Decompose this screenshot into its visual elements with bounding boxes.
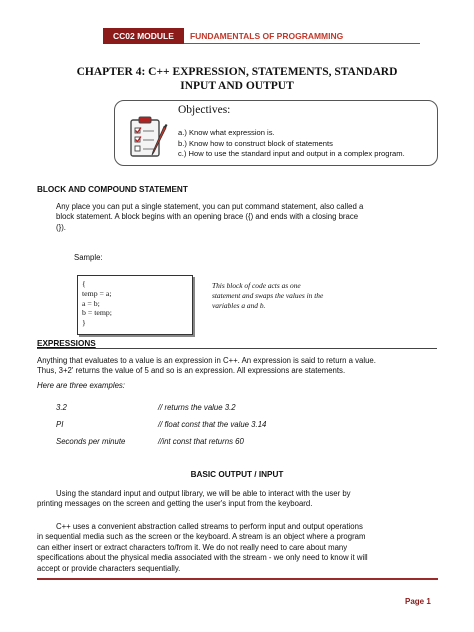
objectives-title: Objectives: (178, 104, 231, 116)
section-divider (37, 348, 437, 349)
module-code-tag: CC02 MODULE (103, 28, 184, 44)
examples-intro: Here are three examples: (37, 381, 125, 390)
code-note-line: statement and swaps the values in the (212, 291, 324, 301)
code-note-line: This block of code acts as one (212, 281, 301, 290)
page-number: Page 1 (405, 597, 431, 606)
example-value: 3.2 (56, 403, 67, 412)
objective-item: a.) Know what expression is. (178, 128, 275, 137)
example-row (56, 420, 266, 429)
module-header (103, 28, 420, 44)
paragraph-line: printing messages on the screen and getting the user's input from the keyboard. (37, 499, 313, 509)
objective-item: b.) Know how to construct block of statements (178, 138, 333, 148)
io-paragraph-1 (37, 489, 351, 510)
paragraph-line: Thus, 3+2' returns the value of 5 and so is an expression. All expressions are statements. (37, 366, 346, 376)
chapter-title-line-2: INPUT AND OUTPUT (180, 80, 294, 92)
chapter-title-line-1: CHAPTER 4: C++ EXPRESSION, STATEMENTS, STANDARD (76, 66, 398, 78)
clipboard-checklist-icon (127, 114, 169, 160)
io-section-heading: BASIC OUTPUT / INPUT (190, 470, 284, 479)
block-paragraph (56, 202, 363, 233)
example-comment: //int const that returns 60 (158, 437, 244, 446)
code-note (212, 281, 372, 312)
chapter-title (40, 65, 434, 93)
paragraph-line: Using the standard input and output library, we will be able to interact with the user by (56, 489, 351, 498)
example-comment: // returns the value 3.2 (158, 403, 236, 412)
paragraph-line: specifications about the physical media associated with the stream - we only need to know it will (37, 553, 368, 563)
footer-divider (37, 578, 438, 580)
paragraph-line: can either insert or extract characters to/from it. We do not really need to care about many (37, 542, 348, 552)
code-line: { (82, 279, 86, 288)
code-line: temp = a; (82, 288, 112, 298)
code-line: b = temp; (82, 308, 112, 318)
io-paragraph-2 (37, 522, 368, 574)
code-note-line: variables a and b. (212, 301, 266, 311)
code-line: } (82, 318, 86, 328)
example-comment: // float const that the value 3.14 (158, 420, 267, 429)
objectives-list (178, 128, 405, 160)
code-sample-box (77, 275, 193, 335)
sample-label: Sample: (74, 253, 103, 262)
objective-item: c.) How to use the standard input and output in a complex program. (178, 149, 405, 158)
block-section-heading: BLOCK AND COMPOUND STATEMENT (37, 185, 188, 194)
example-row (56, 403, 236, 412)
paragraph-line: in sequential media such as the screen or the keyboard. A stream is an object where a program (37, 532, 366, 542)
example-value: Seconds per minute (56, 437, 126, 446)
paragraph-line: (}). (56, 222, 66, 232)
expressions-heading: EXPRESSIONS (37, 339, 96, 348)
example-row (56, 437, 244, 446)
code-line: a = b; (82, 298, 100, 308)
module-title: FUNDAMENTALS OF PROGRAMMING (184, 28, 420, 44)
example-value: PI (56, 420, 64, 429)
paragraph-line: C++ uses a convenient abstraction called streams to perform input and output operations (56, 522, 363, 531)
paragraph-line: block statement. A block begins with an opening brace ({) and ends with a closing brace (56, 212, 359, 222)
paragraph-line: Any place you can put a single statement, you can put command statement, also called a (56, 202, 364, 211)
paragraph-line: Anything that evaluates to a value is an expression in C++. An expression is said to return a value. (37, 356, 376, 365)
expressions-paragraph (37, 356, 376, 377)
paragraph-line: accept or provide characters sequentially. (37, 563, 181, 573)
